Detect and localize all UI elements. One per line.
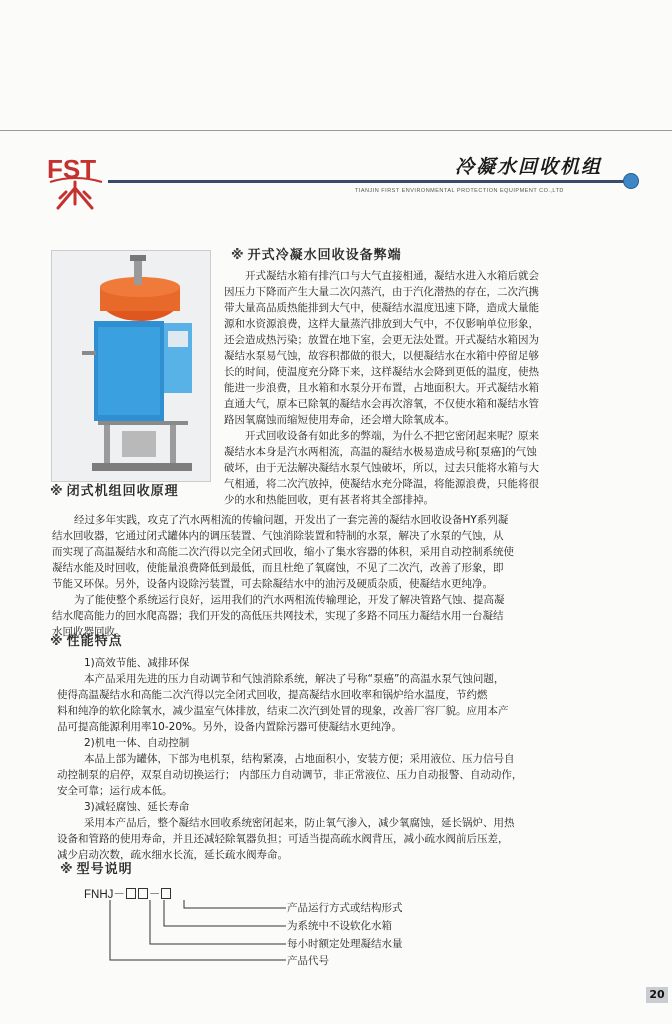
model-legend-item: 为系统中不设软化水箱 [287, 920, 392, 932]
model-code-prefix: FNHJ－ [84, 889, 125, 901]
text-line: 结水爬高能力的回水爬高器；我们开发的高低压共网技术，实现了多路不同压力凝结水用一台凝结 [52, 610, 504, 622]
text-line: 设备和管路的使用寿命，并且还减轻除氧器负担；可适当提高疏水阀背压，减小疏水阀前后压差， [57, 833, 509, 845]
text-line: 开式回收设备有如此多的弊端，为什么不把它密闭起来呢？原来 [245, 430, 539, 442]
model-code-box [126, 888, 136, 899]
text-line: 破坏，由于无法解决凝结水泵气蚀破坏，所以，过去只能将水箱与大 [224, 462, 539, 474]
model-code-box [138, 888, 148, 899]
text-line: 安全可靠；运行成本低。 [57, 785, 173, 797]
model-legend-item: 每小时额定处理凝结水量 [287, 938, 403, 950]
text-line: 节能又环保。另外，设备内设除污装置，可去除凝结水中的油污及硬质杂质，使凝结水更纯净。 [52, 578, 493, 590]
text-line: 采用本产品后，整个凝结水回收系统密闭起来，防止氧气渗入，减少氧腐蚀，延长锅炉、用热 [84, 817, 515, 829]
text-line: 减少启动次数，疏水细水长流，延长疏水阀寿命。 [57, 849, 288, 861]
text-line: 凝结水本身是汽水两相流，高温的凝结水极易造成号称[泵癌]的气蚀 [224, 446, 537, 458]
feature-heading: 2)机电一体、自动控制 [84, 737, 190, 749]
text-line: 长的时间，使温度充分降下来，这样凝结水会降到更低的温度，使热 [224, 366, 539, 378]
text-line: 少的水和热能回收，更有甚者将其全部排掉。 [224, 494, 434, 506]
page-title: 冷凝水回收机组 [455, 156, 603, 178]
text-line: 凝结水能及时回收，使能量浪费降低到最低，而且杜绝了氧腐蚀，不见了二次汽，改善了形象，即 [52, 562, 504, 574]
text-line: 本品上部为罐体，下部为电机泵，结构紧凑，占地面积小，安装方便；采用液位、压力信号自 [84, 753, 515, 765]
text-line: 结水回收器，它通过闭式罐体内的调压装置、气蚀消除装置和特制的水泵，解决了水泵的气蚀，从 [52, 530, 504, 542]
text-line: 气相通，将二次汽放掉，使凝结水充分降温，将能源浪费，只能将很 [224, 478, 539, 490]
text-line: 品可提高能源利用率10-20%。另外，设备内置除污器可使凝结水更纯净。 [57, 721, 402, 733]
company-name: TIANJIN FIRST ENVIRONMENTAL PROTECTION EQUIPMENT CO.,LTD [355, 188, 564, 194]
page-number: 20 [646, 987, 668, 1003]
model-code-box [161, 888, 171, 899]
top-rule [0, 130, 672, 131]
feature-heading: 3)减轻腐蚀、延长寿命 [84, 801, 190, 813]
text-line: 而实现了高温凝结水和高能二次汽得以完全闭式回收，缩小了集水容器的体积，采用自动控制系统使 [52, 546, 514, 558]
section-title-model: ※ 型号说明 [60, 862, 133, 877]
model-code-dash: － [148, 889, 161, 901]
section-title-features: ※ 性能特点 [50, 634, 123, 649]
section-title-closed-principle: ※ 闭式机组回收原理 [50, 484, 179, 499]
header-dot [623, 173, 639, 189]
header-rule [108, 180, 628, 183]
text-line: 凝结水泵易气蚀，故容积都做的很大，以便凝结水在水箱中停留足够 [224, 350, 539, 362]
text-line: 还会造成热污染；放置在地下室，会更无法处置。开式凝结水箱因为 [224, 334, 539, 346]
model-legend-item: 产品代号 [287, 955, 329, 967]
text-line: 因压力下降而产生大量二次闪蒸汽，由于汽化潜热的存在，二次汽携 [224, 286, 539, 298]
text-line: 开式凝结水箱有排汽口与大气直接相通，凝结水进入水箱后就会 [245, 270, 539, 282]
text-line: 料和纯净的软化除氧水，减少温室气体排放，结束二次汽到处冒的现象，改善厂容厂貌。应用本产 [57, 705, 509, 717]
text-line: 为了能使整个系统运行良好，运用我们的汽水两相流传输理论，开发了解决管路气蚀、提高凝 [74, 594, 505, 606]
section-title-open-drawbacks: ※ 开式冷凝水回收设备弊端 [231, 248, 402, 263]
text-line: 使得高温凝结水和高能二次汽得以完全闭式回收，提高凝结水回收率和锅炉给水温度，节约燃 [57, 689, 488, 701]
fst-logo [44, 152, 106, 210]
feature-heading: 1)高效节能、减排环保 [84, 657, 190, 669]
text-line: 源和水资源浪费，这样大量蒸汽排放到大气中，不仅影响单位形象， [224, 318, 539, 330]
text-line: 水回收器回收。 [52, 626, 126, 638]
logo-text: FST [47, 154, 97, 184]
text-line: 能进一步浪费，且水箱和水泵分开布置，占地面积大。开式凝结水箱 [224, 382, 539, 394]
text-line: 直通大气，原本已除氧的凝结水会再次溶氧，不仅使水箱和凝结水管 [224, 398, 539, 410]
text-line: 本产品采用先进的压力自动调节和气蚀消除系统，解决了号称“泵癌”的高温水泵气蚀问题， [84, 673, 505, 685]
text-line: 路因氧腐蚀而缩短使用寿命，还会增大除氧成本。 [224, 414, 455, 426]
condensate-recovery-unit-photo [51, 250, 211, 482]
model-legend-item: 产品运行方式或结构形式 [287, 902, 403, 914]
text-line: 经过多年实践，攻克了汽水两相流的传输问题，开发出了一套完善的凝结水回收设备HY系列凝 [74, 514, 509, 526]
model-legend-lines [100, 900, 290, 970]
text-line: 带大量高品质热能排到大气中，使凝结水温度迅速下降，造成大量能 [224, 302, 539, 314]
text-line: 动控制泵的启停，双泵自动切换运行； 内部压力自动调节，非正常液位、压力自动报警、自动动作， [57, 769, 523, 781]
